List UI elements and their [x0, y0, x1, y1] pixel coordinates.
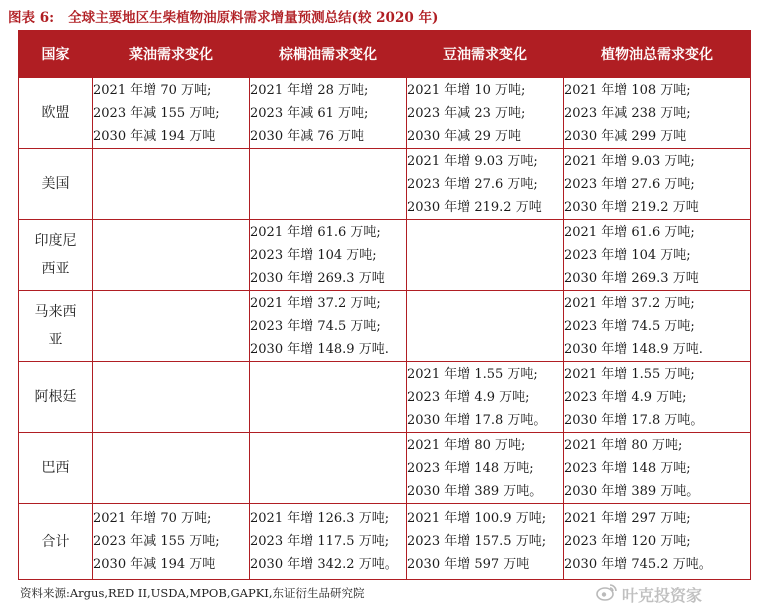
forecast-line: 2030 年增 148.9 万吨. [564, 341, 703, 357]
forecast-line: 2021 年增 61.6 万吨; [250, 224, 381, 240]
forecast-line: 2021 年增 9.03 万吨; [564, 153, 695, 169]
total-cell [564, 504, 751, 580]
forecast-line: 2030 年增 219.2 万吨 [407, 199, 542, 215]
rapeseed-oil-cell [93, 504, 250, 580]
table-header-row [19, 31, 751, 78]
table-row [19, 78, 751, 149]
forecast-line: 2023 年增 148 万吨; [564, 460, 691, 476]
forecast-line: 2023 年增 4.9 万吨; [564, 389, 687, 405]
forecast-table [18, 30, 751, 580]
country-cell: 阿根廷 [19, 362, 93, 433]
forecast-line: 2021 年增 9.03 万吨; [407, 153, 538, 169]
forecast-line: 2021 年增 108 万吨; [564, 82, 691, 98]
table-row [19, 362, 751, 433]
palm-oil-cell [250, 291, 407, 362]
palm-oil-cell [250, 362, 407, 433]
forecast-line: 2023 年增 27.6 万吨; [564, 176, 695, 192]
forecast-line: 2030 年增 17.8 万吨。 [407, 412, 547, 428]
forecast-line: 2023 年增 104 万吨; [250, 247, 377, 263]
rapeseed-oil-cell [93, 149, 250, 220]
forecast-line: 2023 年增 74.5 万吨; [564, 318, 695, 334]
forecast-line: 2023 年增 27.6 万吨; [407, 176, 538, 192]
table-row [19, 149, 751, 220]
forecast-line: 2030 年增 342.2 万吨。 [250, 557, 398, 572]
table-row [19, 504, 751, 580]
forecast-line: 2023 年减 23 万吨; [407, 105, 526, 121]
rapeseed-oil-cell [93, 220, 250, 291]
forecast-line: 2030 年增 148.9 万吨. [250, 341, 389, 357]
forecast-line: 2021 年增 37.2 万吨; [250, 295, 381, 311]
rapeseed-oil-cell [93, 291, 250, 362]
forecast-line: 2023 年减 61 万吨; [250, 105, 369, 121]
forecast-line: 2021 年增 70 万吨; [93, 511, 212, 526]
forecast-line: 2030 年增 269.3 万吨 [250, 270, 385, 286]
forecast-line: 2021 年增 10 万吨; [407, 82, 526, 98]
figure-label: 图表 6: [8, 10, 55, 26]
table-row [19, 433, 751, 504]
soybean-oil-cell [407, 433, 564, 504]
forecast-line: 2030 年增 17.8 万吨。 [564, 412, 704, 428]
forecast-line: 2030 年增 269.3 万吨 [564, 270, 699, 286]
forecast-line: 2030 年增 745.2 万吨。 [564, 557, 712, 572]
watermark-text: 叶克投资家 [622, 585, 703, 605]
forecast-line: 2021 年增 37.2 万吨; [564, 295, 695, 311]
palm-oil-cell [250, 433, 407, 504]
total-cell [564, 220, 751, 291]
forecast-line: 2023 年增 120 万吨; [564, 534, 691, 549]
figure-caption [8, 8, 758, 28]
forecast-line: 2023 年增 117.5 万吨; [250, 534, 390, 549]
forecast-line: 2030 年增 389 万吨。 [564, 483, 700, 499]
forecast-line: 2023 年增 4.9 万吨; [407, 389, 530, 405]
forecast-line: 2021 年增 80 万吨; [564, 437, 683, 453]
soybean-oil-cell [407, 362, 564, 433]
palm-oil-cell [250, 149, 407, 220]
column-header-rapeseed-oil: 菜油需求变化 [93, 31, 250, 78]
forecast-line: 2023 年增 157.5 万吨; [407, 534, 547, 549]
table-row [19, 220, 751, 291]
rapeseed-oil-cell [93, 78, 250, 149]
country-cell: 巴西 [19, 433, 93, 504]
column-header-palm-oil: 棕榈油需求变化 [250, 31, 407, 78]
country-cell: 印度尼西亚 [19, 220, 93, 291]
soybean-oil-cell [407, 291, 564, 362]
table-row [19, 291, 751, 362]
total-cell [564, 433, 751, 504]
palm-oil-cell [250, 220, 407, 291]
forecast-line: 2030 年减 299 万吨 [564, 128, 687, 144]
column-header-country: 国家 [19, 31, 93, 78]
palm-oil-cell [250, 504, 407, 580]
source-note: 资料来源:Argus,RED II,USDA,MPOB,GAPKI,东证衍生品研究院 [20, 586, 365, 600]
column-header-total-vegetable-oil: 植物油总需求变化 [564, 31, 751, 78]
forecast-line: 2023 年减 155 万吨; [93, 534, 220, 549]
figure-title: 全球主要地区生柴植物油原料需求增量预测总结(较 2020 年) [68, 10, 439, 26]
forecast-line: 2021 年增 61.6 万吨; [564, 224, 695, 240]
forecast-line: 2021 年增 297 万吨; [564, 511, 691, 526]
forecast-line: 2021 年增 80 万吨; [407, 437, 526, 453]
forecast-line: 2021 年增 1.55 万吨; [564, 366, 695, 382]
forecast-line: 2021 年增 1.55 万吨; [407, 366, 538, 382]
forecast-line: 2030 年减 194 万吨 [93, 557, 216, 572]
total-cell [564, 291, 751, 362]
forecast-line: 2023 年减 238 万吨; [564, 105, 691, 121]
country-cell: 马来西亚 [19, 291, 93, 362]
watermark [596, 582, 762, 606]
palm-oil-cell [250, 78, 407, 149]
total-cell [564, 362, 751, 433]
soybean-oil-cell [407, 149, 564, 220]
rapeseed-oil-cell [93, 362, 250, 433]
column-header-soybean-oil: 豆油需求变化 [407, 31, 564, 78]
rapeseed-oil-cell [93, 433, 250, 504]
forecast-line: 2023 年增 148 万吨; [407, 460, 534, 476]
forecast-line: 2030 年减 29 万吨 [407, 128, 522, 144]
total-cell [564, 78, 751, 149]
forecast-line: 2030 年增 219.2 万吨 [564, 199, 699, 215]
forecast-line: 2030 年减 194 万吨 [93, 128, 216, 144]
country-cell: 美国 [19, 149, 93, 220]
forecast-line: 2021 年增 100.9 万吨; [407, 511, 547, 526]
total-cell [564, 149, 751, 220]
weibo-icon [596, 583, 618, 605]
forecast-line: 2030 年减 76 万吨 [250, 128, 365, 144]
forecast-line: 2023 年减 155 万吨; [93, 105, 220, 121]
forecast-line: 2030 年增 389 万吨。 [407, 483, 543, 499]
forecast-line: 2023 年增 74.5 万吨; [250, 318, 381, 334]
forecast-line: 2023 年增 104 万吨; [564, 247, 691, 263]
country-cell: 合计 [19, 504, 93, 580]
forecast-line: 2021 年增 126.3 万吨; [250, 511, 390, 526]
country-cell: 欧盟 [19, 78, 93, 149]
forecast-line: 2030 年增 597 万吨 [407, 557, 530, 572]
soybean-oil-cell [407, 78, 564, 149]
forecast-line: 2021 年增 28 万吨; [250, 82, 369, 98]
soybean-oil-cell [407, 220, 564, 291]
forecast-line: 2021 年增 70 万吨; [93, 82, 212, 98]
soybean-oil-cell [407, 504, 564, 580]
table-body [19, 78, 751, 580]
